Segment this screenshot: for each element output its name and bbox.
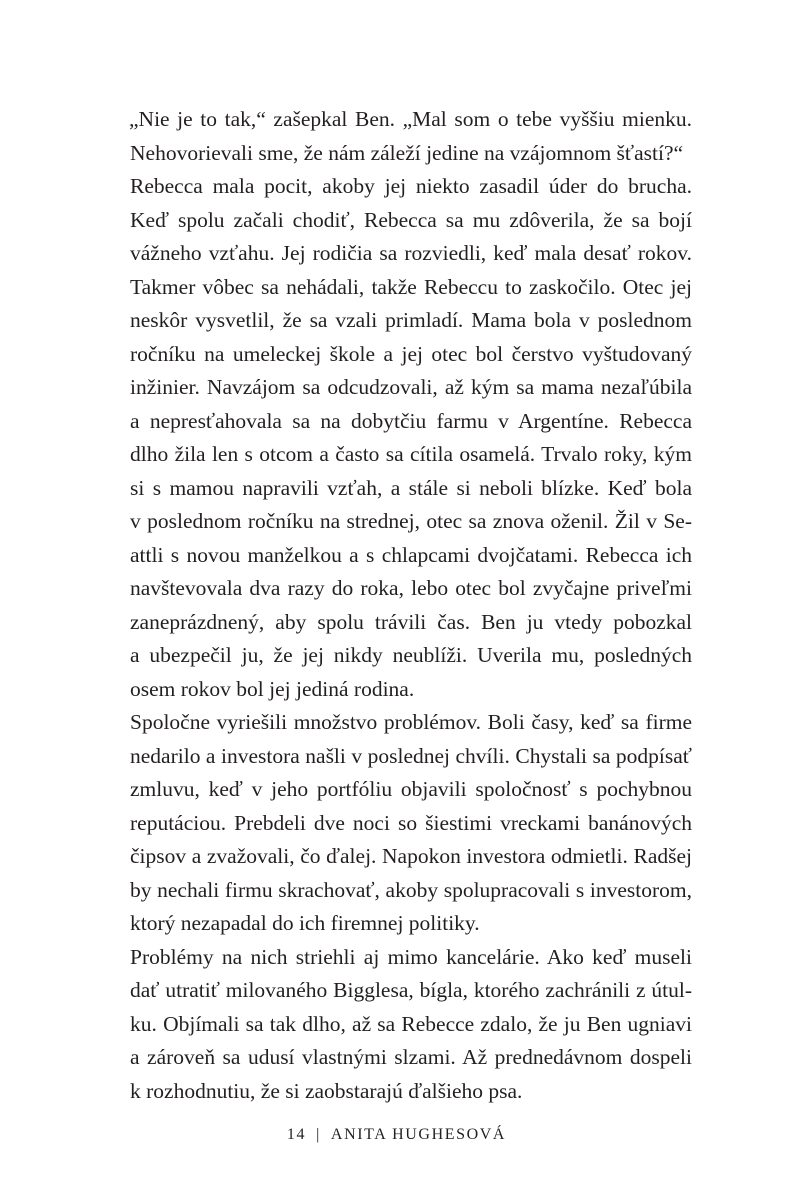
text-line: neskôr vysvetlil, že sa vzali primladí. Mama bola v poslednom: [130, 308, 692, 332]
text-line: „Nie je to tak,“ zašepkal Ben. „Mal som o tebe vyššiu mienku.: [129, 107, 692, 131]
text-line: si s mamou napravili vzťah, a stále si neboli blízke. Keď bola: [130, 475, 692, 500]
text-line: reputáciou. Prebdeli dve noci so šiestimi vreckami banánových: [130, 810, 692, 835]
text-line: Nehovorievali sme, že nám záleží jedine na vzájomnom šťastí?“: [130, 140, 684, 165]
text-line: zmluvu, keď v jeho portfóliu objavili spoločnosť s pochybnou: [130, 777, 692, 801]
text-line: dať utratiť milovaného Bigglesa, bígla, ktorého zachránili z útul-: [130, 978, 692, 1002]
text-line: dlho žila len s otcom a často sa cítila osamelá. Trvalo roky, kým: [130, 442, 692, 466]
text-line: by nechali firmu skrachovať, akoby spolupracovali s investorom,: [130, 877, 692, 902]
text-line: osem rokov bol jej jediná rodina.: [130, 676, 415, 701]
text-line: zaneprázdnený, aby spolu trávili čas. Ben ju vtedy pobozkal: [130, 609, 692, 634]
text-line: k rozhodnutiu, že si zaobstarajú ďalšieho psa.: [130, 1078, 523, 1103]
text-line: Keď spolu začali chodiť, Rebecca sa mu zdôverila, že sa bojí: [130, 207, 692, 232]
text-line: ku. Objímali sa tak dlho, až sa Rebecce zdalo, že ju Ben ugniavi: [130, 1011, 692, 1036]
text-line: attli s novou manželkou a s chlapcami dvojčatami. Rebecca ich: [130, 542, 692, 567]
body-text: [130, 103, 692, 1108]
text-line: navštevovala dva razy do roka, lebo otec bol zvyčajne priveľmi: [130, 576, 692, 600]
text-line: čipsov a zvažovali, čo ďalej. Napokon investora odmietli. Radšej: [130, 844, 692, 868]
text-line: a ubezpečil ju, že jej nikdy neublíži. Uverila mu, posledných: [130, 643, 692, 667]
text-line: Problémy na nich striehli aj mimo kancelárie. Ako keď museli: [130, 944, 692, 969]
text-line: Spoločne vyriešili množstvo problémov. Boli časy, keď sa firme: [130, 710, 692, 734]
text-line: vážneho vzťahu. Jej rodičia sa rozviedli, keď mala desať rokov.: [130, 241, 692, 265]
text-line: ročníku na umeleckej škole a jej otec bol čerstvo vyštudovaný: [130, 341, 692, 366]
page-footer: [0, 1126, 793, 1144]
text-line: nedarilo a investora našli v poslednej chvíli. Chystali sa podpísať: [130, 743, 692, 768]
text-line: ktorý nezapadal do ich firemnej politiky.: [130, 911, 480, 935]
text-line: inžinier. Navzájom sa odcudzovali, až kým sa mama nezaľúbila: [130, 375, 692, 399]
text-line: a zároveň sa udusí vlastnými slzami. Až prednedávnom dospeli: [130, 1045, 692, 1069]
footer-separator: |: [316, 1126, 321, 1143]
text-line: Takmer vôbec sa nehádali, takže Rebeccu to zaskočilo. Otec jej: [130, 274, 692, 299]
text-line: v poslednom ročníku na strednej, otec sa znova oženil. Žil v Se-: [130, 509, 692, 533]
text-line: Rebecca mala pocit, akoby jej niekto zasadil úder do brucha.: [130, 174, 692, 198]
page-number: 14: [286, 1126, 307, 1143]
text-line: a nepresťahovala sa na dobytčiu farmu v Argentíne. Rebecca: [130, 408, 692, 433]
running-author: ANITA HUGHESOVÁ: [330, 1126, 507, 1143]
